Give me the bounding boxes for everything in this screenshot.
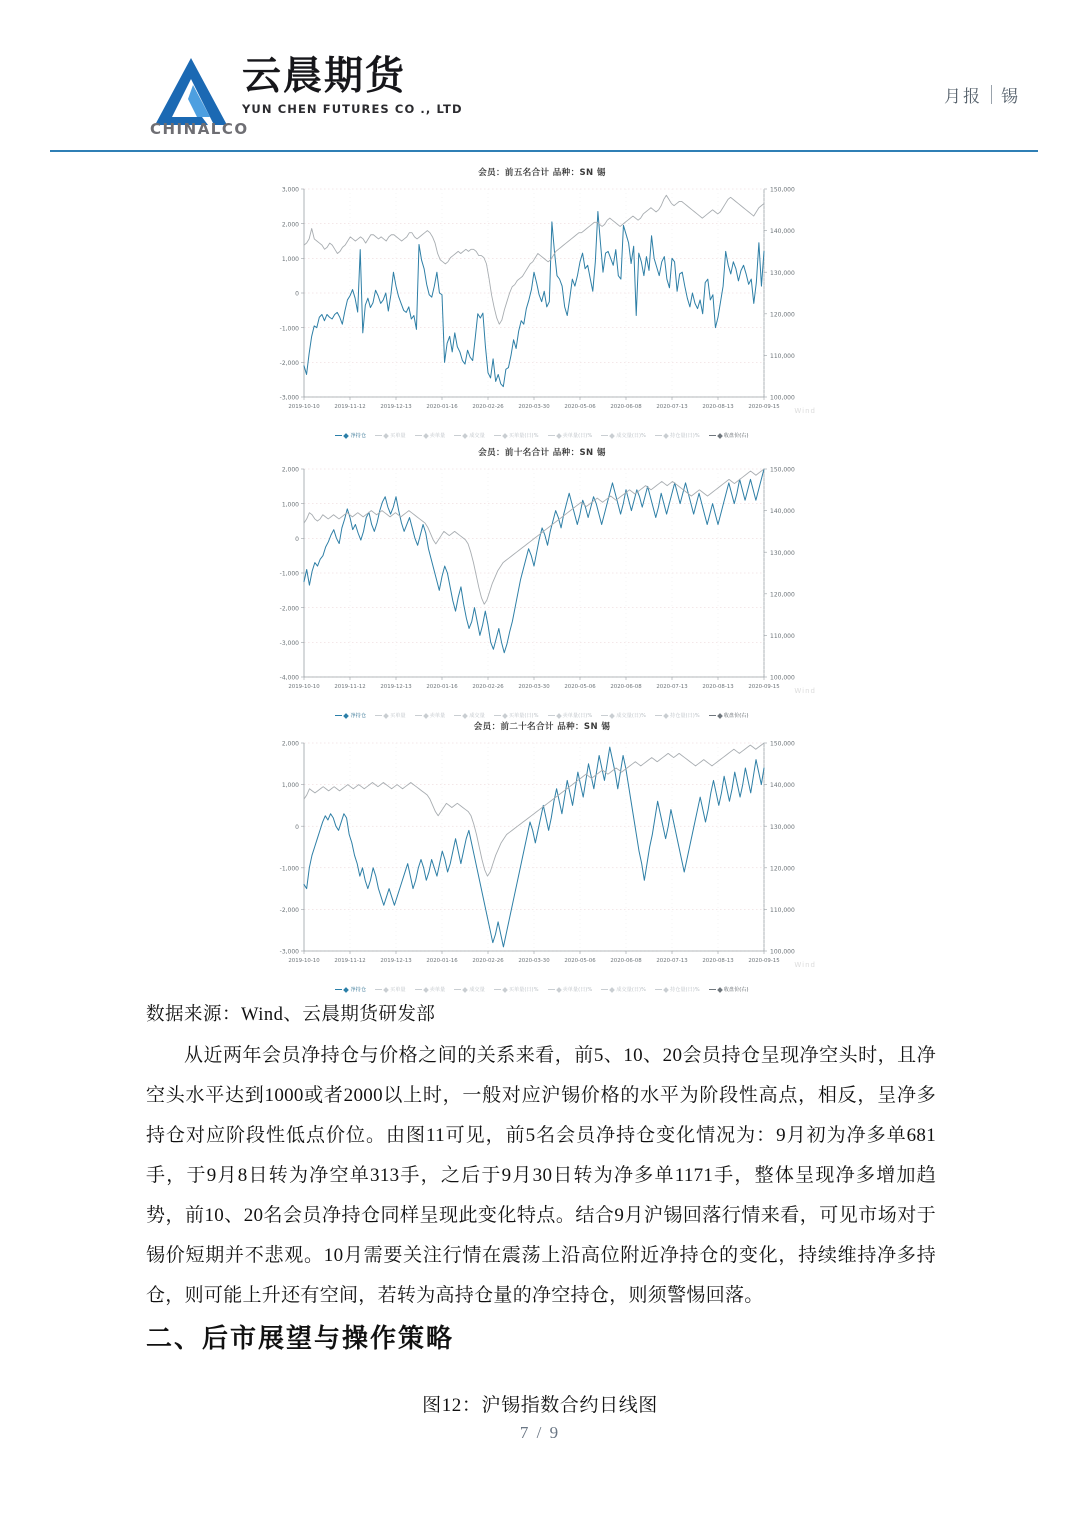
report-product-label: 锡 (1001, 87, 1020, 107)
legend-label: 卖单量 (429, 987, 446, 993)
legend-line-swatch (454, 989, 461, 990)
chart-canvas (262, 461, 822, 711)
legend-label: 买单量 (390, 713, 406, 719)
chart-top20 (262, 720, 822, 993)
legend-item[interactable] (335, 432, 366, 439)
legend-marker-icon (556, 713, 562, 719)
legend-item[interactable] (601, 986, 646, 993)
body-paragraph: 从近两年会员净持仓与价格之间的关系来看，前5、10、20会员持仓呈现净空头时，且净空头水平达到1000或者2000以上时，一般对应沪锡价格的水平为阶段性高点，相反，呈净多持仓对应阶段性低点价位。由图11可见，前5名会员净持仓变化情况为：9月初为净多单681手，于9月8日转为净空单313手，之后于9月30日转为净多单1171手，整体呈现净多增加趋势，前10、20名会员净持仓同样呈现此变化特点。结合9月沪锡回落行情来看，可见市场对于锡价短期并不悲观。10月需要关注行情在震荡上沿高位附近净持仓的变化，持续维持净多持仓，则可能上升还有空间，若转为高持仓量的净空持仓，则须警惕回落。 (146, 1045, 936, 1306)
chart-watermark: Wind (794, 961, 816, 969)
svg-text:2020-01-16: 2020-01-16 (426, 404, 458, 410)
svg-text:2020-08-13: 2020-08-13 (702, 958, 734, 964)
svg-text:110,000: 110,000 (770, 633, 795, 640)
svg-text:2,000: 2,000 (281, 466, 299, 474)
legend-item[interactable] (655, 712, 700, 719)
report-type-label: 月报 (944, 87, 982, 107)
legend-item[interactable] (709, 712, 749, 719)
page-number: 7 / 9 (519, 1423, 561, 1442)
svg-text:2020-05-06: 2020-05-06 (564, 958, 596, 964)
svg-text:-2,000: -2,000 (279, 605, 299, 613)
svg-text:150,000: 150,000 (770, 466, 795, 474)
legend-item[interactable] (415, 712, 446, 719)
legend-marker-icon (556, 987, 562, 993)
svg-text:1,000: 1,000 (281, 501, 299, 509)
logo-company-cn: 云晨期货 (242, 54, 407, 99)
svg-text:140,000: 140,000 (770, 782, 795, 790)
legend-marker-icon (609, 713, 615, 719)
svg-text:2020-08-13: 2020-08-13 (702, 404, 734, 410)
legend-marker-icon (462, 433, 468, 439)
chart-frame (262, 461, 822, 711)
chart-title: 会员：前二十名合计 品种：SN 锡 (473, 722, 611, 732)
legend-marker-icon (717, 987, 723, 993)
legend-line-swatch (601, 435, 608, 436)
legend-marker-icon (556, 433, 562, 439)
legend-item[interactable] (335, 986, 366, 993)
legend-label: 成交量(日)% (616, 433, 646, 439)
header-rule (50, 150, 1038, 152)
svg-text:3,000: 3,000 (281, 186, 299, 194)
legend-marker-icon (663, 987, 669, 993)
chart-title: 会员：前五名合计 品种：SN 锡 (478, 168, 606, 178)
legend-label: 持仓量(日)% (669, 713, 700, 719)
legend-marker-icon (502, 433, 508, 439)
legend-label: 买单量 (390, 987, 406, 993)
svg-text:2020-09-15: 2020-09-15 (748, 404, 780, 410)
legend-label: 净持仓 (350, 433, 367, 439)
svg-text:2019-11-12: 2019-11-12 (334, 684, 366, 690)
svg-text:2019-12-13: 2019-12-13 (380, 684, 412, 690)
svg-text:2020-09-15: 2020-09-15 (748, 684, 780, 690)
legend-item[interactable] (415, 986, 446, 993)
svg-text:120,000: 120,000 (770, 865, 795, 873)
svg-text:100,000: 100,000 (770, 394, 795, 402)
svg-text:2020-03-30: 2020-03-30 (518, 958, 550, 964)
legend-item[interactable] (375, 986, 406, 993)
legend-line-swatch (415, 435, 422, 436)
header-report-label (944, 82, 1020, 107)
svg-text:2019-12-13: 2019-12-13 (380, 404, 412, 410)
legend-item[interactable] (375, 432, 406, 439)
section-heading: 二、后市展望与操作策略 (146, 1324, 455, 1353)
legend-label: 净持仓 (350, 987, 367, 993)
legend-line-swatch (548, 715, 555, 716)
legend-item[interactable] (494, 432, 539, 439)
svg-text:-2,000: -2,000 (279, 359, 299, 367)
svg-text:2019-10-10: 2019-10-10 (288, 684, 320, 690)
legend-marker-icon (423, 433, 429, 439)
svg-text:-1,000: -1,000 (279, 325, 299, 333)
legend-label: 成交量(日)% (616, 987, 646, 993)
chart-top5 (262, 166, 822, 439)
legend-line-swatch (335, 435, 342, 436)
legend-item[interactable] (375, 712, 406, 719)
legend-label: 成交量 (469, 987, 485, 993)
svg-text:2020-07-13: 2020-07-13 (656, 958, 688, 964)
legend-marker-icon (344, 713, 350, 719)
logo-company-en: YUN CHEN FUTURES CO ., LTD (242, 101, 463, 116)
legend-line-swatch (375, 989, 382, 990)
legend-marker-icon (502, 987, 508, 993)
legend-line-swatch (601, 989, 608, 990)
svg-text:110,000: 110,000 (770, 353, 795, 360)
chart-watermark: Wind (794, 687, 816, 695)
legend-item[interactable] (601, 712, 646, 719)
svg-text:2020-08-13: 2020-08-13 (702, 684, 734, 690)
svg-text:-3,000: -3,000 (279, 639, 299, 647)
legend-line-swatch (415, 989, 422, 990)
legend-line-swatch (494, 989, 501, 990)
logo-text (242, 54, 463, 116)
svg-text:130,000: 130,000 (770, 549, 795, 557)
logo-group-name: CHINALCO (150, 120, 249, 138)
svg-text:120,000: 120,000 (770, 311, 795, 319)
svg-text:2019-10-10: 2019-10-10 (288, 404, 320, 410)
svg-text:110,000: 110,000 (770, 907, 795, 914)
svg-text:-4,000: -4,000 (279, 674, 299, 682)
legend-line-swatch (548, 989, 555, 990)
svg-text:0: 0 (295, 823, 299, 831)
svg-text:-3,000: -3,000 (279, 948, 299, 956)
legend-label: 卖单量(日)% (562, 433, 593, 439)
legend-marker-icon (717, 713, 723, 719)
legend-label: 收盘价(右) (723, 433, 749, 439)
legend-marker-icon (462, 713, 468, 719)
svg-text:-3,000: -3,000 (279, 394, 299, 402)
svg-text:140,000: 140,000 (770, 508, 795, 516)
legend-marker-icon (663, 433, 669, 439)
legend-marker-icon (423, 713, 429, 719)
svg-text:150,000: 150,000 (770, 186, 795, 194)
legend-label: 卖单量 (429, 433, 446, 439)
legend-line-swatch (655, 989, 662, 990)
svg-text:2020-03-30: 2020-03-30 (518, 684, 550, 690)
legend-item[interactable] (548, 986, 593, 993)
svg-text:1,000: 1,000 (281, 255, 299, 263)
chart-legend (262, 712, 822, 719)
legend-label: 收盘价(右) (723, 713, 749, 719)
legend-marker-icon (344, 433, 350, 439)
legend-marker-icon (663, 713, 669, 719)
svg-text:2019-12-13: 2019-12-13 (380, 958, 412, 964)
legend-marker-icon (383, 987, 389, 993)
chart-legend (262, 986, 822, 993)
legend-line-swatch (335, 715, 342, 716)
chart-legend (262, 432, 822, 439)
svg-text:2020-07-13: 2020-07-13 (656, 404, 688, 410)
legend-label: 收盘价(右) (723, 987, 749, 993)
svg-text:2019-11-12: 2019-11-12 (334, 958, 366, 964)
legend-line-swatch (494, 435, 501, 436)
legend-item[interactable] (548, 712, 593, 719)
legend-marker-icon (717, 433, 723, 439)
legend-line-swatch (335, 989, 342, 990)
legend-item[interactable] (709, 432, 749, 439)
svg-text:120,000: 120,000 (770, 591, 795, 599)
legend-item[interactable] (454, 712, 485, 719)
legend-item[interactable] (335, 712, 366, 719)
legend-line-swatch (494, 715, 501, 716)
svg-text:2020-06-08: 2020-06-08 (610, 684, 642, 690)
legend-line-swatch (709, 435, 716, 436)
chart-frame (262, 735, 822, 985)
legend-label: 买单量 (390, 433, 406, 439)
svg-text:2020-03-30: 2020-03-30 (518, 404, 550, 410)
chart-frame (262, 181, 822, 431)
svg-text:-1,000: -1,000 (279, 865, 299, 873)
svg-text:140,000: 140,000 (770, 228, 795, 236)
legend-line-swatch (709, 715, 716, 716)
svg-text:-2,000: -2,000 (279, 907, 299, 914)
svg-text:2020-01-16: 2020-01-16 (426, 684, 458, 690)
svg-text:2020-05-06: 2020-05-06 (564, 404, 596, 410)
legend-marker-icon (383, 433, 389, 439)
data-source-line: 数据来源：Wind、云晨期货研发部 (146, 1005, 436, 1025)
svg-text:1,000: 1,000 (281, 782, 299, 790)
svg-text:2,000: 2,000 (281, 221, 299, 229)
svg-text:0: 0 (295, 290, 299, 298)
legend-line-swatch (454, 435, 461, 436)
svg-text:-1,000: -1,000 (279, 570, 299, 578)
legend-label: 买单量(日)% (508, 433, 539, 439)
svg-text:2,000: 2,000 (281, 740, 299, 748)
svg-text:130,000: 130,000 (770, 823, 795, 831)
legend-line-swatch (548, 435, 555, 436)
legend-line-swatch (454, 715, 461, 716)
svg-text:2020-02-26: 2020-02-26 (472, 958, 504, 964)
page-header (0, 0, 1080, 152)
legend-item[interactable] (494, 986, 539, 993)
legend-line-swatch (655, 435, 662, 436)
svg-text:2020-05-06: 2020-05-06 (564, 684, 596, 690)
legend-item[interactable] (454, 986, 485, 993)
svg-text:2020-01-16: 2020-01-16 (426, 958, 458, 964)
legend-item[interactable] (415, 432, 446, 439)
chart-title: 会员：前十名合计 品种：SN 锡 (478, 448, 606, 458)
svg-text:130,000: 130,000 (770, 269, 795, 277)
svg-text:0: 0 (295, 535, 299, 543)
legend-marker-icon (502, 713, 508, 719)
legend-label: 成交量 (469, 713, 485, 719)
legend-marker-icon (383, 713, 389, 719)
svg-text:2020-06-08: 2020-06-08 (610, 958, 642, 964)
svg-text:2020-07-13: 2020-07-13 (656, 684, 688, 690)
legend-item[interactable] (548, 432, 593, 439)
chart-canvas (262, 181, 822, 431)
svg-text:2019-11-12: 2019-11-12 (334, 404, 366, 410)
legend-label: 买单量(日)% (508, 987, 539, 993)
chart-top10 (262, 446, 822, 719)
legend-line-swatch (655, 715, 662, 716)
svg-text:100,000: 100,000 (770, 674, 795, 682)
svg-text:2020-09-15: 2020-09-15 (748, 958, 780, 964)
legend-label: 买单量(日)% (508, 713, 539, 719)
figure-caption: 图12：沪锡指数合约日线图 (422, 1395, 658, 1416)
legend-item[interactable] (655, 986, 700, 993)
legend-label: 持仓量(日)% (669, 987, 700, 993)
svg-text:2020-02-26: 2020-02-26 (472, 404, 504, 410)
legend-marker-icon (462, 987, 468, 993)
legend-marker-icon (344, 987, 350, 993)
legend-label: 卖单量(日)% (562, 713, 593, 719)
legend-line-swatch (375, 435, 382, 436)
svg-text:150,000: 150,000 (770, 740, 795, 748)
chart-watermark: Wind (794, 407, 816, 415)
legend-label: 成交量 (469, 433, 485, 439)
legend-line-swatch (415, 715, 422, 716)
svg-text:100,000: 100,000 (770, 948, 795, 956)
svg-text:2019-10-10: 2019-10-10 (288, 958, 320, 964)
legend-label: 卖单量(日)% (562, 987, 593, 993)
legend-item[interactable] (709, 986, 749, 993)
legend-line-swatch (601, 715, 608, 716)
legend-line-swatch (709, 989, 716, 990)
legend-item[interactable] (494, 712, 539, 719)
legend-marker-icon (609, 433, 615, 439)
legend-label: 持仓量(日)% (669, 433, 700, 439)
header-divider (991, 85, 992, 104)
legend-item[interactable] (454, 432, 485, 439)
legend-item[interactable] (601, 432, 646, 439)
legend-item[interactable] (655, 432, 700, 439)
chart-canvas (262, 735, 822, 985)
legend-label: 卖单量 (429, 713, 446, 719)
legend-marker-icon (609, 987, 615, 993)
legend-label: 成交量(日)% (616, 713, 646, 719)
svg-text:2020-02-26: 2020-02-26 (472, 684, 504, 690)
legend-label: 净持仓 (350, 713, 367, 719)
legend-marker-icon (423, 987, 429, 993)
legend-line-swatch (375, 715, 382, 716)
svg-text:2020-06-08: 2020-06-08 (610, 404, 642, 410)
